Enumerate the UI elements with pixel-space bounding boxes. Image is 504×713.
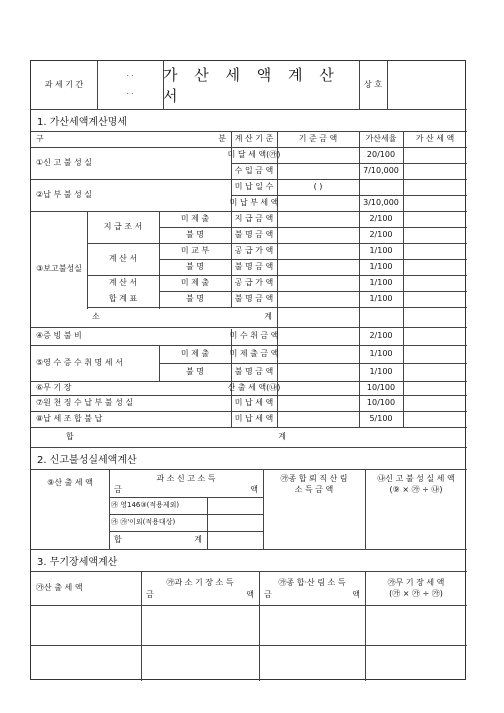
r3-g2-type: 미 교 부 bbox=[180, 246, 210, 255]
r3-g1b-type: 불 명 bbox=[186, 230, 204, 239]
r2-criterion-b: 미 납 부 세 액 bbox=[229, 198, 279, 207]
period-label: 과 세 기 간 bbox=[44, 80, 84, 89]
row-label-payment-failure: ②납 부 불 성 실 bbox=[36, 190, 92, 199]
row-label-union: ⑧납 세 조 합 불 납 bbox=[36, 414, 103, 423]
r3-g1-name: 지 급 조 서 bbox=[103, 222, 143, 231]
r5-criterion-b: 불 명 금 액 bbox=[234, 367, 274, 376]
s2-sub-exempt: ㉮ 영146③(적용제외) bbox=[111, 501, 180, 509]
r6-criterion: 산 출 세 액(㉯) bbox=[227, 383, 281, 392]
r3-g3b-rate: 1/100 bbox=[369, 294, 393, 303]
s3-h-comprehensive-amount: 금 액 bbox=[264, 590, 360, 599]
r3-subtotal: 소 계 bbox=[92, 312, 272, 321]
col-header-tax: 가 산 세 액 bbox=[415, 134, 455, 143]
r3-g3-type: 미 제 출 bbox=[180, 278, 210, 287]
r6-rate: 10/100 bbox=[366, 383, 396, 392]
company-label: 상 호 bbox=[364, 80, 382, 89]
r3-g2b-rate: 1/100 bbox=[369, 262, 393, 271]
r5-type-a: 미 제 출 bbox=[180, 349, 210, 358]
r8-criterion: 미 납 세 액 bbox=[234, 414, 274, 423]
s2-h-underreported: 과 소 신 고 소 득 bbox=[156, 474, 216, 483]
row-label-evidence: ④증 빙 불 비 bbox=[36, 331, 82, 340]
r2-criterion-a: 미 납 일 수 bbox=[234, 182, 274, 191]
r8-rate: 5/100 bbox=[369, 414, 393, 423]
r1-criterion-b: 수 입 금 액 bbox=[234, 166, 274, 175]
r3-g2-criterion: 공 급 가 액 bbox=[234, 246, 274, 255]
r3-g1b-rate: 2/100 bbox=[369, 230, 393, 239]
r5-criterion-a: 미 제 출 금 액 bbox=[229, 349, 279, 358]
r3-g2b-type: 불 명 bbox=[186, 262, 204, 271]
section2-heading: 2. 신고불성실세액계산 bbox=[37, 454, 137, 466]
s2-h-penalty-formula: (⑨ × ㉮ ÷ ㉯) bbox=[389, 485, 443, 494]
col-header-base: 기 준 금 액 bbox=[298, 134, 338, 143]
r1-rate-b: 7/10,000 bbox=[363, 166, 399, 175]
r3-g3-criterion: 공 급 가 액 bbox=[234, 278, 274, 287]
company-value[interactable] bbox=[387, 61, 467, 109]
r1-rate-a: 20/100 bbox=[366, 150, 396, 159]
r2-days-paren: ( ) bbox=[313, 182, 323, 191]
r3-g3-name: 계 산 서 bbox=[108, 278, 138, 287]
row-label-report-failure: ①신 고 불 성 실 bbox=[36, 158, 92, 167]
s2-h-underreported-amount: 금 액 bbox=[114, 485, 258, 494]
s2-h-computed: ⑨산 출 세 액 bbox=[47, 478, 93, 487]
section1-total: 합 계 bbox=[66, 432, 286, 441]
section1-heading: 1. 가산세액계산명세 bbox=[37, 116, 127, 128]
r3-g2-name: 계 산 서 bbox=[108, 254, 138, 263]
row-label-no-bookkeeping: ⑥무 기 장 bbox=[36, 383, 72, 392]
r3-g2-rate: 1/100 bbox=[369, 246, 393, 255]
s3-h-no-bookkeeping-tax: ㉮무 기 장 세 액 bbox=[387, 578, 445, 587]
r5-rate-b: 1/100 bbox=[369, 367, 393, 376]
tax-form bbox=[30, 60, 466, 680]
r3-g3b-name: 합 계 표 bbox=[108, 294, 138, 303]
period-end: · · bbox=[126, 89, 134, 98]
r3-g1b-criterion: 불 명 금 액 bbox=[234, 230, 274, 239]
r5-type-b: 불 명 bbox=[186, 367, 204, 376]
s3-h-formula: (㉮ × ㉮ ÷ ㉮) bbox=[389, 589, 443, 598]
col-header-rate: 가산세율 bbox=[365, 134, 397, 143]
r4-rate: 2/100 bbox=[369, 331, 393, 340]
period-start: · · bbox=[126, 71, 134, 80]
s2-h-comprehensive-amount: 소 득 금 액 bbox=[294, 485, 334, 494]
s3-h-underbooked: ㉮과 소 기 장 소 득 bbox=[166, 578, 234, 587]
r3-g1-type: 미 제 출 bbox=[180, 214, 210, 223]
col-header-gubun: 구 분 bbox=[36, 134, 226, 143]
s2-sub-total: 합 계 bbox=[114, 535, 202, 544]
r3-g3b-type: 불 명 bbox=[186, 294, 204, 303]
r5-rate-a: 1/100 bbox=[369, 349, 393, 358]
s2-sub-applied: ㉮ ㉮'이외(적용대상) bbox=[111, 518, 176, 526]
r7-criterion: 미 납 세 액 bbox=[234, 398, 274, 407]
row-label-withholding: ⑦원 천 징 수 납 부 불 성 실 bbox=[36, 398, 134, 407]
row-label-receipt: ⑤영 수 증 수 취 명 세 서 bbox=[36, 358, 123, 367]
r3-g1-rate: 2/100 bbox=[369, 214, 393, 223]
r7-rate: 10/100 bbox=[366, 398, 396, 407]
s3-h-underbooked-amount: 금 액 bbox=[146, 590, 254, 599]
r3-g3b-criterion: 불 명 금 액 bbox=[234, 294, 274, 303]
r3-g2b-criterion: 불 명 금 액 bbox=[234, 262, 274, 271]
s2-h-penalty: ㉯신 고 불 성 실 세 액 bbox=[377, 474, 455, 483]
r2-rate-b: 3/10,000 bbox=[363, 198, 399, 207]
r1-criterion-a: 미 달 세 액(㉮) bbox=[227, 150, 281, 159]
s3-h-computed: ㉮산 출 세 액 bbox=[36, 583, 83, 592]
s3-h-comprehensive: ㉮종 합·산 림 소 득 bbox=[278, 578, 346, 587]
s2-h-comprehensive: ㉮종 합 뢰 직 산 림 bbox=[280, 474, 348, 483]
section3-heading: 3. 무기장세액계산 bbox=[37, 556, 118, 568]
col-header-criterion: 계 산 기 준 bbox=[234, 134, 274, 143]
r4-criterion: 미 수 취 금 액 bbox=[229, 331, 279, 340]
r3-g3-rate: 1/100 bbox=[369, 278, 393, 287]
r3-g1-criterion: 지 급 금 액 bbox=[234, 214, 274, 223]
document-title: 가 산 세 액 계 산 서 bbox=[163, 66, 340, 105]
row-label-report-insincerity: ③보고불성실 bbox=[36, 264, 82, 273]
